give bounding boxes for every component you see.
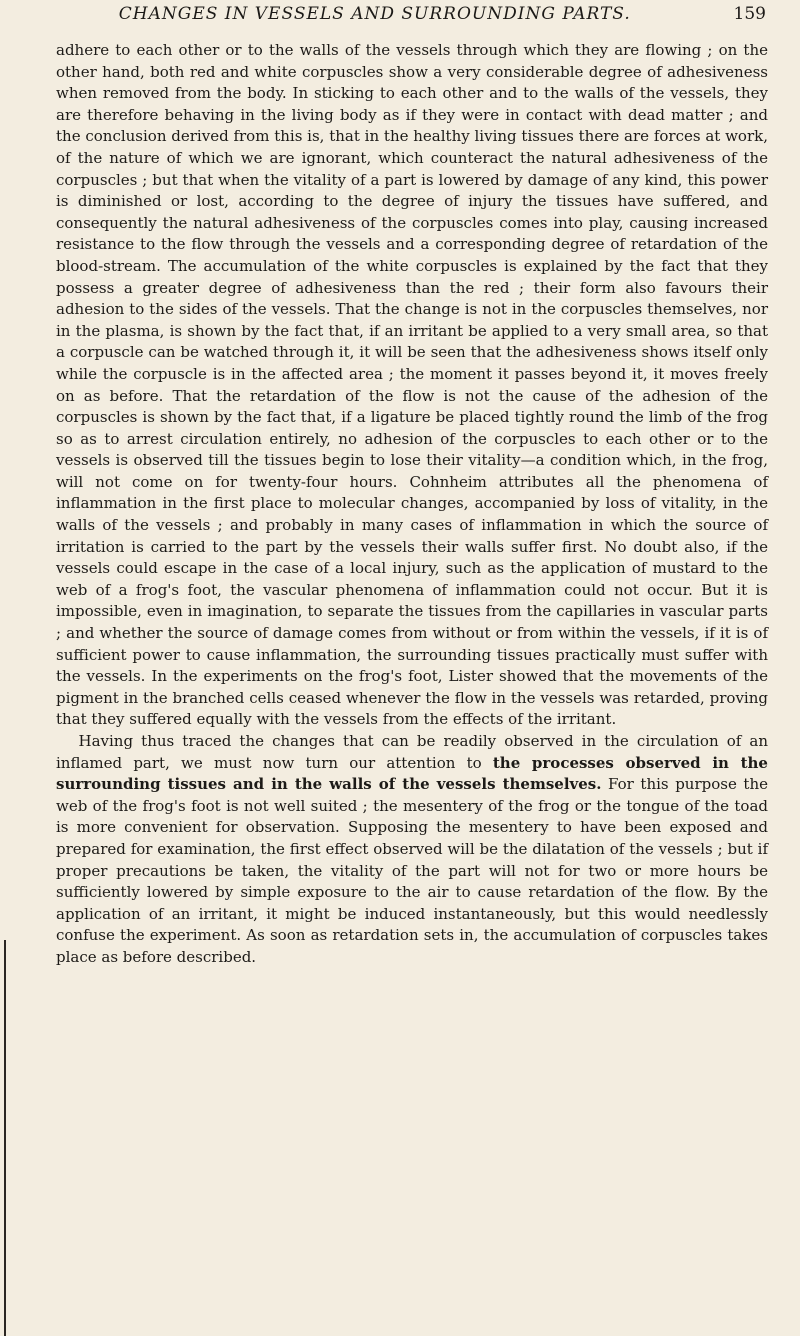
running-title: CHANGES IN VESSELS AND SURROUNDING PARTS.: [118, 4, 631, 24]
binding-edge: [4, 940, 6, 1336]
page-header: [56, 4, 766, 34]
bold-emphasis: the processes observed in the surrounding tissues and in the walls of the vessels themselves.: [56, 753, 768, 794]
paragraph-text: Having thus traced the changes that can be readily observed in the circulation of an inflamed part, we must now turn our attention to: [56, 732, 768, 772]
page-number: 159: [733, 4, 766, 24]
paragraph-continued: adhere to each other or to the walls of the vessels through which they are flowing ; on the other hand, both red and white corpuscles show a very considerable degree of adhesiveness when removed from the body. In sticking to each other and to the walls of the vessels, they are therefore behaving in the living body as if they were in contact with dead matter ; and the conclusion derived from this is, that in the healthy living tissues there are forces at work, of the nature of which we are ignorant, which counteract the natural adhesiveness of the corpuscles ; but that when the vitality of a part is lowered by damage of any kind, this power is diminished or lost, according to the degree of injury the tissues have suffered, and consequently the natural adhesiveness of the corpuscles comes into play, causing increased resistance to the flow through the vessels and a corresponding degree of retardation of the blood-stream. The accumulation of the white corpuscles is explained by the fact that they possess a greater degree of adhesiveness than the red ; their form also favours their adhesion to the sides of the vessels. That the change is not in the corpuscles themselves, nor in the plasma, is shown by the fact that, if an irritant be applied to a very small area, so that a corpuscle can be watched through it, it will be seen that the adhesiveness shows itself only while the corpuscle is in the affected area ; the moment it passes beyond it, it moves freely on as before. That the retardation of the flow is not the cause of the adhesion of the corpuscles is shown by the fact that, if a ligature be placed tightly round the limb of the frog so as to arrest circulation entirely, no adhesion of the corpuscles to each other or to the vessels is observed till the tissues begin to lose their vitality—a condition which, in the frog, will not come on for twenty-four hours. Cohnheim attributes all the phenomena of inflammation in the first place to molecular changes, accompanied by loss of vitality, in the walls of the vessels ; and probably in many cases of inflammation in which the source of irritation is carried to the part by the vessels their walls suffer first. No doubt also, if the vessels could escape in the case of a local injury, such as the application of mustard to the web of a frog's foot, the vascular phenomena of inflammation could not occur. But it is impossible, even in imagination, to separate the tissues from the capillaries in vascular parts ; and whether the source of damage comes from without or from within the vessels, if it is of sufficient power to cause inflammation, the surrounding tissues practically must suffer with the vessels. In the experiments on the frog's foot, Lister showed that the movements of the pigment in the branched cells ceased whenever the flow in the vessels was retarded, proving that they suffered equally with the vessels from the effects of the irritant.: [56, 41, 768, 729]
paragraph-processes: [56, 731, 768, 969]
body-text: [56, 40, 768, 969]
paragraph-text: For this purpose the web of the frog's foot is not well suited ; the mesentery of the frog or the tongue of the toad is more convenient for observation. Supposing the mesentery to have been exposed and prepared for examination, the first effect observed will be the dilatation of the vessels ; but if proper precautions be taken, the vitality of the part will not for two or more hours be sufficiently lowered by simple exposure to the air to cause retardation of the flow. By the application of an irritant, it might be induced instantaneously, but this would needlessly confuse the experiment. As soon as retardation sets in, the accumulation of corpuscles takes place as before described.: [56, 775, 768, 966]
